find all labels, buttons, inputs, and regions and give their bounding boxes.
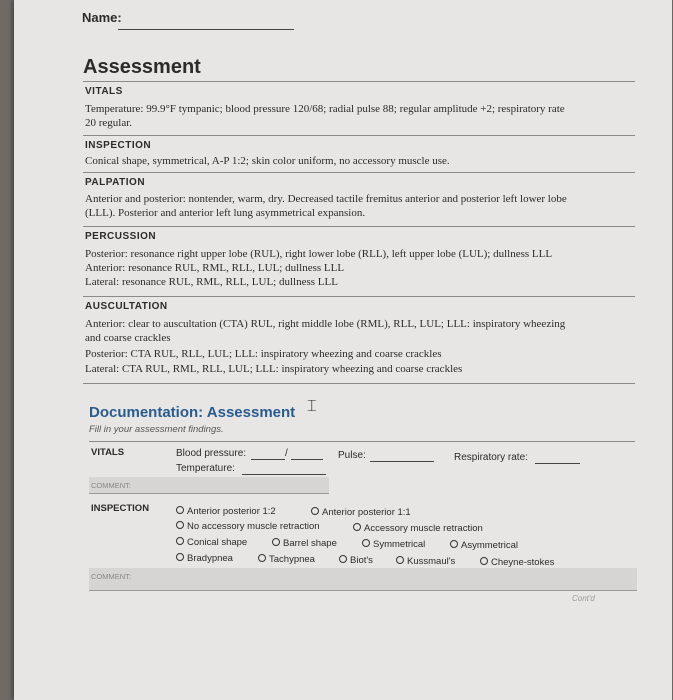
option-symmetrical[interactable]: Symmetrical <box>362 539 425 550</box>
inspection-text-1: Conical shape, symmetrical, A-P 1:2; skin color uniform, no accessory muscle use. <box>85 155 450 167</box>
radio-circle-icon <box>353 523 361 531</box>
inspection-heading: INSPECTION <box>85 140 152 151</box>
option-asymmetrical[interactable]: Asymmetrical <box>450 540 518 551</box>
radio-circle-icon <box>176 553 184 561</box>
percussion-heading: PERCUSSION <box>85 231 157 242</box>
divider <box>83 81 635 82</box>
bp-separator: / <box>285 448 288 459</box>
respiratory-rate-field[interactable] <box>535 463 580 464</box>
option-kussmauls[interactable]: Kussmaul's <box>396 556 455 567</box>
divider <box>83 135 635 136</box>
inspection-comment-band <box>89 568 637 590</box>
radio-circle-icon <box>311 507 319 515</box>
radio-circle-icon <box>362 539 370 547</box>
option-accessory-muscle-retraction[interactable]: Accessory muscle retraction <box>353 523 483 534</box>
divider <box>89 441 635 442</box>
assessment-title: Assessment <box>83 56 201 78</box>
radio-circle-icon <box>176 521 184 529</box>
vitals-text-2: 20 regular. <box>85 117 133 129</box>
vitals-heading: VITALS <box>85 86 123 97</box>
divider <box>83 226 635 227</box>
name-label: Name: <box>82 10 122 25</box>
palpation-text-1: Anterior and posterior: nontender, warm, dry. Decreased tactile fremitus anterior and posterior left lower lobe <box>85 193 567 205</box>
auscultation-text-3: Posterior: CTA RUL, RLL, LUL; LLL: inspiratory wheezing and coarse crackles <box>85 348 442 360</box>
auscultation-heading: AUSCULTATION <box>85 301 168 312</box>
inspection-comment-label: COMMENT: <box>91 572 131 581</box>
radio-circle-icon <box>176 537 184 545</box>
vitals-comment-label: COMMENT: <box>91 481 131 490</box>
radio-circle-icon <box>339 555 347 563</box>
bp-diastolic-field[interactable] <box>291 459 323 460</box>
doc-inspection-heading: INSPECTION <box>91 503 150 514</box>
documentation-title: Documentation: Assessment <box>89 404 296 421</box>
option-anterior-posterior-1-2[interactable]: Anterior posterior 1:2 <box>176 506 276 517</box>
radio-circle-icon <box>258 554 266 562</box>
divider <box>83 296 635 297</box>
continued-label: Cont'd <box>572 594 595 603</box>
radio-circle-icon <box>396 556 404 564</box>
bp-label: Blood pressure: <box>176 448 247 459</box>
worksheet-page <box>14 0 672 700</box>
palpation-text-2: (LLL). Posterior and anterior left lung asymmetrical expansion. <box>85 207 366 219</box>
pulse-label: Pulse: <box>338 450 366 461</box>
percussion-text-3: Lateral: resonance RUL, RML, RLL, LUL; dullness LLL <box>85 276 338 288</box>
radio-circle-icon <box>176 506 184 514</box>
option-barrel-shape[interactable]: Barrel shape <box>272 538 337 549</box>
bp-systolic-field[interactable] <box>251 459 285 460</box>
auscultation-text-1: Anterior: clear to auscultation (CTA) RUL, right middle lobe (RML), RLL, LUL; LLL: inspiratory wheezing <box>85 318 566 330</box>
divider <box>83 172 635 173</box>
option-tachypnea[interactable]: Tachypnea <box>258 554 315 565</box>
radio-circle-icon <box>480 557 488 565</box>
auscultation-text-4: Lateral: CTA RUL, RML, RLL, LUL; LLL: inspiratory wheezing and coarse crackles <box>85 363 463 375</box>
vitals-text-1: Temperature: 99.9°F tympanic; blood pressure 120/68; radial pulse 88; regular amplitude +2; respiratory rate <box>85 103 565 115</box>
option-anterior-posterior-1-1[interactable]: Anterior posterior 1:1 <box>311 507 411 518</box>
radio-circle-icon <box>450 540 458 548</box>
documentation-subtitle: Fill in your assessment findings. <box>89 424 224 435</box>
radio-circle-icon <box>272 538 280 546</box>
temperature-field[interactable] <box>242 474 326 475</box>
option-conical-shape[interactable]: Conical shape <box>176 537 247 548</box>
vitals-comment-field[interactable] <box>89 493 329 494</box>
option-biots[interactable]: Biot's <box>339 555 373 566</box>
palpation-heading: PALPATION <box>85 177 146 188</box>
percussion-text-2: Anterior: resonance RUL, RML, RLL, LUL; dullness LLL <box>85 262 345 274</box>
text-cursor-icon: ⌶ <box>307 398 317 415</box>
inspection-comment-field[interactable] <box>89 590 637 591</box>
doc-vitals-heading: VITALS <box>91 447 125 458</box>
temperature-label: Temperature: <box>176 463 235 474</box>
auscultation-text-2: and coarse crackles <box>85 332 171 344</box>
option-bradypnea[interactable]: Bradypnea <box>176 553 233 564</box>
name-field[interactable] <box>118 29 294 30</box>
percussion-text-1: Posterior: resonance right upper lobe (RUL), right lower lobe (RLL), left upper lobe (LUL); dullness LLL <box>85 248 553 260</box>
option-cheyne-stokes[interactable]: Cheyne-stokes <box>480 557 554 568</box>
pulse-field[interactable] <box>370 461 434 462</box>
respiratory-rate-label: Respiratory rate: <box>454 452 528 463</box>
option-no-accessory-muscle-retraction[interactable]: No accessory muscle retraction <box>176 521 320 532</box>
divider <box>83 383 635 384</box>
